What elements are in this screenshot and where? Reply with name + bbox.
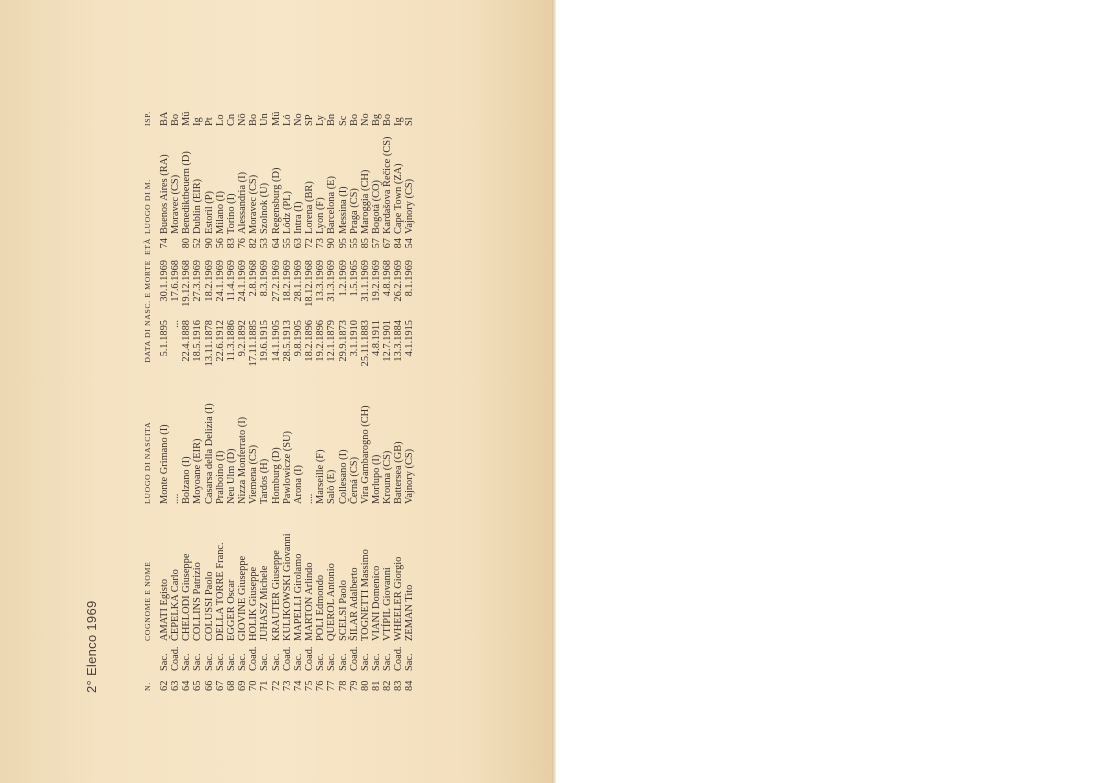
row-death-date: 28.1.1969 [292, 260, 304, 302]
row-title: Coad. [393, 646, 405, 671]
row-birth-place: Arona (I) [292, 465, 304, 504]
row-age: 73 [315, 238, 327, 249]
row-birth-place: Salò (E) [326, 469, 338, 504]
row-number: 66 [203, 680, 215, 691]
row-birth-date: 13.11.1878 [203, 320, 215, 367]
row-birth-date: 28.5.1913 [281, 320, 293, 362]
row-birth-date: 22.6.1912 [214, 320, 226, 362]
row-birth-place: Vira Gambarogno (CH) [359, 405, 371, 504]
row-inspectorate: Mü [181, 111, 193, 126]
row-name: KRAUTER Giuseppe [270, 550, 282, 641]
row-death-date: 17.6.1968 [170, 260, 182, 302]
row-age: 80 [181, 238, 193, 249]
row-birth-date: 12.7.1901 [382, 320, 394, 362]
table-row [259, 102, 270, 691]
row-birth-date: 19.2.1896 [315, 320, 327, 362]
row-name: CHELODI Giuseppe [181, 553, 193, 641]
row-title: Sac. [382, 653, 394, 671]
table-row [360, 102, 371, 691]
row-death-place: Lódz (PL) [281, 191, 293, 234]
row-number: 62 [159, 680, 170, 691]
row-birth-place: Battersea (GB) [393, 441, 405, 504]
row-title: Sac. [359, 653, 371, 671]
row-birth-date: ... [170, 320, 182, 328]
row-death-place: Messina (I) [337, 186, 349, 234]
table-row [293, 102, 304, 691]
table-row [181, 102, 192, 691]
row-number: 64 [181, 680, 193, 691]
row-name: AMATI Egisto [159, 578, 170, 641]
page-title: 2° Elenco 1969 [84, 600, 99, 693]
row-inspectorate: Bg [370, 113, 382, 126]
row-death-date: 2.8.1968 [248, 260, 260, 297]
row-inspectorate: Bo [382, 113, 394, 126]
row-name: ČEPELKA Carlo [170, 569, 182, 641]
table-row [282, 102, 293, 691]
row-birth-place: Viemena (CS) [248, 444, 260, 504]
row-title: Coad. [248, 646, 260, 671]
row-death-date: 24.1.1969 [237, 260, 249, 302]
row-death-date: 30.1.1969 [159, 260, 170, 302]
row-name: EGGER Oscar [225, 579, 237, 641]
row-death-date: 8.1.1969 [404, 260, 416, 297]
row-name: QUEROL Antonio [326, 563, 338, 641]
row-age: 72 [304, 238, 316, 249]
row-title: Sac. [203, 653, 215, 671]
row-death-date: 8.3.1969 [259, 260, 271, 297]
table-row [192, 102, 203, 691]
row-inspectorate: Bo [170, 113, 182, 126]
row-birth-place: .... [304, 493, 316, 504]
row-number: 80 [359, 680, 371, 691]
row-birth-place: Tardos (H) [259, 458, 271, 504]
table-header-row [138, 102, 159, 691]
row-number: 79 [348, 680, 360, 691]
row-death-place: Estoril (P) [203, 190, 215, 234]
row-name: ZEMAN Tito [404, 584, 416, 641]
row-inspectorate: Ly [315, 115, 327, 126]
row-death-date: 13.3.1969 [315, 260, 327, 302]
row-death-date: 27.2.1969 [270, 260, 282, 302]
row-death-date: 31.3.1969 [326, 260, 338, 302]
table-row [404, 102, 415, 691]
row-number: 76 [315, 680, 327, 691]
row-death-date: 19.2.1969 [370, 260, 382, 302]
row-birth-date: 19.6.1915 [259, 320, 271, 362]
header-number: N. [143, 682, 152, 691]
row-death-date: 1.2.1969 [337, 260, 349, 297]
row-death-place: Milano (I) [214, 191, 226, 234]
row-name: COLLINS Patrizio [192, 562, 204, 641]
row-death-date: 19.12.1968 [181, 260, 193, 307]
row-inspectorate: Cn [225, 113, 237, 126]
row-death-place: Bogotá (CO) [370, 180, 382, 234]
row-birth-place: Vajnory (CS) [404, 448, 416, 504]
row-inspectorate: Ló [281, 114, 293, 126]
row-birth-date: 22.4.1888 [181, 320, 193, 362]
row-birth-date: 5.1.1895 [159, 320, 170, 357]
header-death-place: LUOGO DI M. [143, 179, 152, 234]
row-death-place: Buenos Aires (RA) [159, 154, 170, 234]
row-name: HOLIK Giuseppe [248, 566, 260, 641]
header-inspectorate: ISP. [143, 111, 152, 126]
row-title: Sac. [370, 653, 382, 671]
row-age: 55 [281, 238, 293, 249]
row-name: VTÍPIL Giovanni [382, 567, 394, 641]
row-inspectorate: Bo [348, 113, 360, 126]
row-death-place: Moravec (CS) [170, 174, 182, 234]
row-death-date: 26.2.1969 [393, 260, 405, 302]
row-birth-place: Černá (CS) [348, 456, 360, 504]
row-death-date: 31.1.1969 [359, 260, 371, 302]
table-row [271, 102, 282, 691]
row-death-place: Kardašova Řečice (CS) [382, 136, 394, 234]
row-inspectorate: Sl [404, 117, 416, 126]
row-inspectorate: Mü [270, 111, 282, 126]
row-age: 52 [192, 238, 204, 249]
row-name: POLI Edmondo [315, 574, 327, 641]
row-inspectorate: Sc [337, 115, 349, 126]
row-age: 76 [237, 238, 249, 249]
row-birth-date: 12.1.1879 [326, 320, 338, 362]
row-title: Sac. [225, 653, 237, 671]
row-birth-date: 13.3.1884 [393, 320, 405, 362]
row-birth-place: Homburg (D) [270, 447, 282, 504]
row-birth-place: Monte Grimano (I) [159, 424, 170, 504]
row-inspectorate: Ig [192, 117, 204, 126]
table-row [159, 102, 170, 691]
necrology-table [138, 102, 416, 691]
row-inspectorate: No [359, 113, 371, 126]
row-death-place: Lorena (BR) [304, 181, 316, 234]
row-birth-date: 25.11.1883 [359, 320, 371, 367]
row-inspectorate: Un [259, 113, 271, 126]
row-number: 78 [337, 680, 349, 691]
row-number: 71 [259, 680, 271, 691]
row-age: 57 [370, 238, 382, 249]
table-body [159, 102, 416, 691]
row-death-place: Benediktbeuern (D) [181, 151, 193, 234]
row-title: Coad. [281, 646, 293, 671]
row-name: TOGNETTI Massimo [359, 549, 371, 641]
row-death-date: 27.3.1969 [192, 260, 204, 302]
row-name: DELLA TORRE Franc. [214, 542, 226, 641]
row-title: Sac. [192, 653, 204, 671]
row-title: Coad. [304, 646, 316, 671]
row-inspectorate: Pt [203, 117, 215, 126]
row-birth-place: Collesano (I) [337, 449, 349, 504]
row-inspectorate: Lo [214, 114, 226, 126]
table-row [315, 102, 326, 691]
row-number: 82 [382, 680, 394, 691]
row-birth-place: Marseille (F) [315, 449, 327, 504]
row-death-date: 24.1.1969 [214, 260, 226, 302]
row-number: 74 [292, 680, 304, 691]
header-name: COGNOME E NOME [143, 561, 152, 641]
row-inspectorate: SP [304, 114, 316, 126]
row-number: 84 [404, 680, 416, 691]
table-row [248, 102, 259, 691]
header-dates: DATA DI NASC. E MORTE [143, 260, 152, 363]
table-row [170, 102, 181, 691]
row-birth-date: 18.2.1896 [304, 320, 316, 362]
row-title: Sac. [315, 653, 327, 671]
row-death-place: Lyon (F) [315, 197, 327, 234]
table-row [382, 102, 393, 691]
table-row [371, 102, 382, 691]
row-birth-place: Bolzano (I) [181, 456, 193, 504]
row-name: SCELSI Paolo [337, 580, 349, 641]
row-number: 72 [270, 680, 282, 691]
row-death-date: 1.5.1965 [348, 260, 360, 297]
row-age: 74 [159, 238, 170, 249]
row-number: 69 [237, 680, 249, 691]
row-title: Sac. [404, 653, 416, 671]
row-age: 64 [270, 238, 282, 249]
row-title: Sac. [337, 653, 349, 671]
row-death-date: 18.12.1968 [304, 260, 316, 307]
row-birth-date: 11.3.1886 [225, 320, 237, 362]
row-inspectorate: BA [159, 111, 170, 126]
row-birth-place: Neu Ulm (D) [225, 448, 237, 504]
row-title: Coad. [170, 646, 182, 671]
row-inspectorate: No [292, 113, 304, 126]
table-row [304, 102, 315, 691]
table-row [237, 102, 248, 691]
row-birth-place: Pawlowicze (SU) [281, 430, 293, 504]
row-age: 63 [292, 238, 304, 249]
row-title: Coad. [348, 646, 360, 671]
row-name: MAPELLI Girolamo [292, 553, 304, 641]
row-age [170, 234, 181, 256]
row-birth-date: 18.5.1916 [192, 320, 204, 362]
row-age: 82 [248, 238, 260, 249]
row-title: Sac. [270, 653, 282, 671]
row-birth-date: 4.8.1911 [370, 320, 382, 356]
row-birth-date: 14.1.1905 [270, 320, 282, 362]
row-birth-date: 9.2.1892 [237, 320, 249, 357]
row-title: Sac. [292, 653, 304, 671]
row-age: 90 [326, 238, 338, 249]
row-name: WHEELER Giorgio [393, 556, 405, 641]
row-number: 73 [281, 680, 293, 691]
row-name: JUHASZ Michele [259, 565, 271, 641]
row-name: ŠILAR Adalberto [348, 567, 360, 641]
row-age: 56 [214, 238, 226, 249]
row-name: VIANI Domenico [370, 565, 382, 641]
row-birth-place: Nizza Monferrato (I) [237, 416, 249, 504]
row-birth-date: 3.1.1910 [348, 320, 360, 357]
row-death-place: Intra (I) [292, 201, 304, 234]
row-birth-place: Krouna (CS) [382, 450, 394, 504]
table-row [393, 102, 404, 691]
table-row [326, 102, 337, 691]
row-name: GIOVINE Giuseppe [237, 555, 249, 641]
row-death-place: Moravec (CS) [248, 174, 260, 234]
row-birth-place: Moyoane (EIR) [192, 438, 204, 504]
row-number: 83 [393, 680, 405, 691]
row-death-date: 18.2.1969 [203, 260, 215, 302]
row-age: 53 [259, 238, 271, 249]
row-age: 90 [203, 238, 215, 249]
row-death-place: Szolnok (U) [259, 182, 271, 234]
row-death-place: Praga (CS) [348, 188, 360, 234]
table-row [349, 102, 360, 691]
row-death-place: Alessandria (I) [237, 171, 249, 234]
row-number: 63 [170, 680, 182, 691]
header-age: ETÀ [143, 238, 152, 255]
row-inspectorate: Nō [237, 113, 249, 126]
row-death-place: Cape Town (ZA) [393, 163, 405, 234]
row-name: MARTON Arlindo [304, 562, 316, 641]
row-title: Sac. [237, 653, 249, 671]
header-birth-place: LUOGO DI NASCITA [143, 421, 152, 504]
row-name: KULIKOWSKI Giovanni [281, 533, 293, 641]
row-birth-date: 4.1.1915 [404, 320, 416, 357]
row-death-place: Regensburg (D) [270, 167, 282, 234]
row-death-place: Barcelona (E) [326, 176, 338, 234]
table-row [226, 102, 237, 691]
row-age: 54 [404, 238, 416, 249]
row-death-date: 18.2.1969 [281, 260, 293, 302]
row-death-date: 4.8.1968 [382, 260, 394, 297]
row-inspectorate: Ig [393, 117, 405, 126]
row-birth-date: 9.8.1905 [292, 320, 304, 357]
table-row [204, 102, 215, 691]
row-number: 75 [304, 680, 316, 691]
row-number: 70 [248, 680, 260, 691]
row-inspectorate: Bo [248, 113, 260, 126]
row-title: Sac. [181, 653, 193, 671]
row-number: 77 [326, 680, 338, 691]
table-row [215, 102, 226, 691]
table-row [338, 102, 349, 691]
row-number: 81 [370, 680, 382, 691]
row-death-date: 11.4.1969 [225, 260, 237, 302]
row-birth-place: Pralboino (I) [214, 450, 226, 504]
row-death-place: Maroggia (CH) [359, 169, 371, 234]
row-number: 68 [225, 680, 237, 691]
row-birth-date: 17.11.1885 [248, 320, 260, 367]
row-death-place: Torino (I) [225, 193, 237, 234]
row-age: 84 [393, 238, 405, 249]
row-birth-date: 29.9.1873 [337, 320, 349, 362]
row-age: 55 [348, 238, 360, 249]
row-age: 67 [382, 238, 394, 249]
row-age: 85 [359, 238, 371, 249]
paper-edge [552, 0, 556, 783]
row-title: Sac. [159, 653, 170, 671]
row-age: 95 [337, 238, 349, 249]
row-birth-place: .... [170, 493, 182, 504]
row-name: COLUSSI Paolo [203, 571, 215, 641]
row-birth-place: Morlupo (I) [370, 454, 382, 504]
row-birth-place: Casarsa della Delizia (I) [203, 403, 215, 504]
header-spacer [138, 641, 159, 671]
row-number: 65 [192, 680, 204, 691]
row-death-place: Vajnory (CS) [404, 178, 416, 234]
row-death-place: Dublin (EIR) [192, 178, 204, 234]
row-number: 67 [214, 680, 226, 691]
row-age: 83 [225, 238, 237, 249]
row-title: Sac. [214, 653, 226, 671]
row-title: Sac. [259, 653, 271, 671]
row-title: Sac. [326, 653, 338, 671]
row-inspectorate: Bn [326, 113, 338, 126]
